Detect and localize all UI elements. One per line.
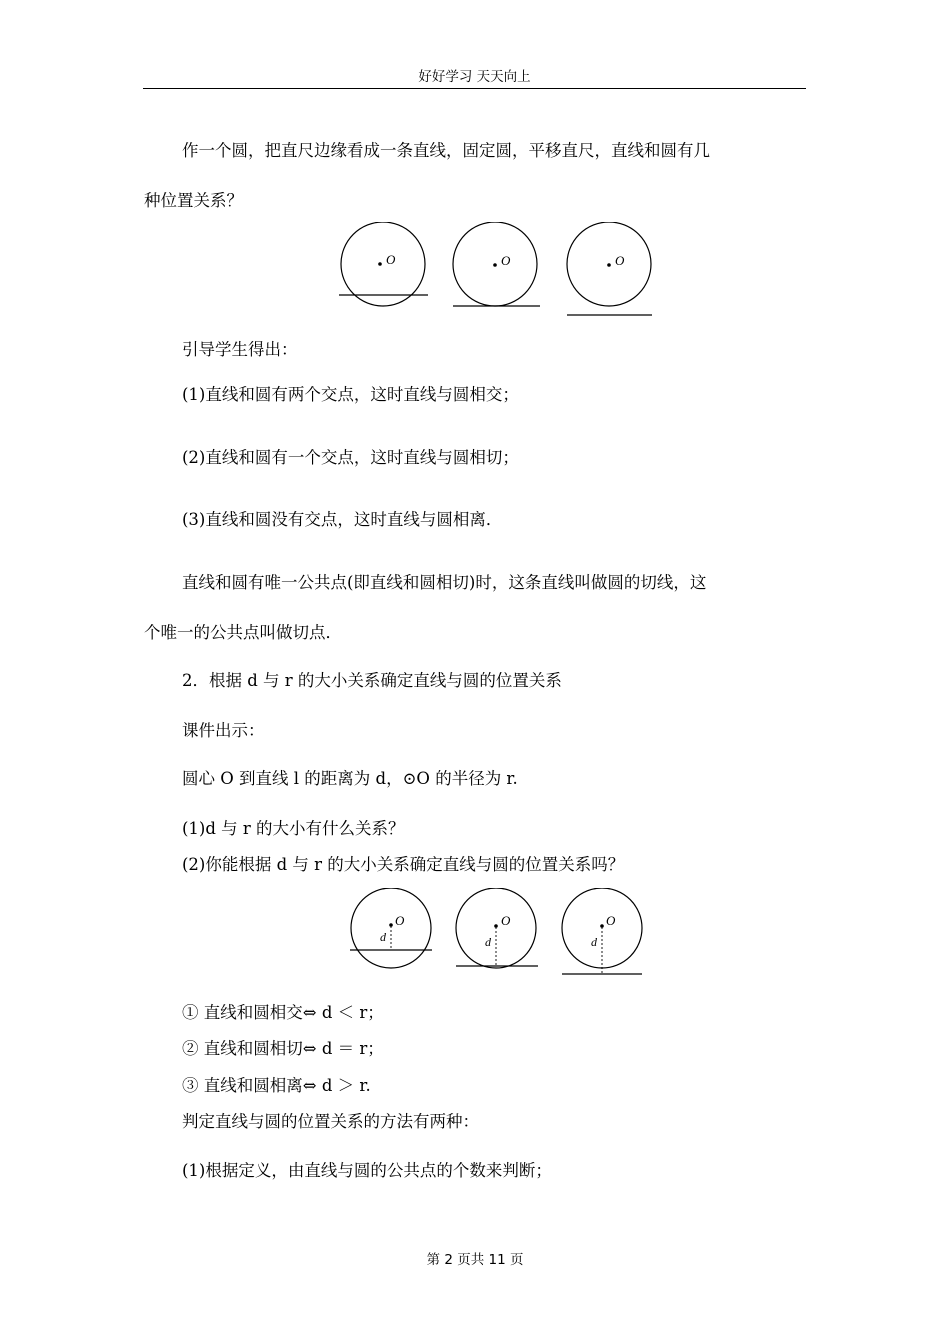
center-label: O <box>501 913 511 928</box>
paragraph-courseware: 课件出示： <box>182 721 265 740</box>
page-footer: 第 2 页共 11 页 <box>426 1252 524 1268</box>
center-label: O <box>615 253 625 268</box>
relation-intersect: ① 直线和圆相交⇔ d ＜ r； <box>182 1003 384 1022</box>
relation-tangent: ② 直线和圆相切⇔ d ＝ r； <box>182 1039 384 1058</box>
paragraph-definition: 圆心 O 到直线 l 的距离为 d，⊙O 的半径为 r. <box>182 769 518 788</box>
paragraph-intro-line2: 种位置关系？ <box>144 191 243 210</box>
center-label: O <box>606 913 616 928</box>
circle-d-greater-r <box>562 888 642 974</box>
center-label: O <box>386 252 396 267</box>
paragraph-case-1: (1)直线和圆有两个交点，这时直线与圆相交； <box>182 385 519 404</box>
question-1: (1)d 与 r 的大小有什么关系？ <box>182 819 405 838</box>
center-label: O <box>395 913 405 928</box>
circle-intersecting <box>339 222 428 306</box>
paragraph-tangent-def-line2: 个唯一的公共点叫做切点． <box>144 623 342 642</box>
paragraph-guide: 引导学生得出： <box>182 340 298 359</box>
figure-circle-line-positions <box>330 222 660 322</box>
paragraph-tangent-def-line1: 直线和圆有唯一公共点(即直线和圆相切)时，这条直线叫做圆的切线，这 <box>182 573 707 592</box>
method-1: (1)根据定义，由直线与圆的公共点的个数来判断； <box>182 1161 552 1180</box>
paragraph-methods: 判定直线与圆的位置关系的方法有两种： <box>182 1112 479 1131</box>
center-label: O <box>501 253 511 268</box>
relation-separate: ③ 直线和圆相离⇔ d ＞ r. <box>182 1076 371 1095</box>
distance-label: d <box>591 935 597 949</box>
paragraph-case-3: (3)直线和圆没有交点，这时直线与圆相离． <box>182 510 503 529</box>
paragraph-case-2: (2)直线和圆有一个交点，这时直线与圆相切； <box>182 448 519 467</box>
circle-d-less-r <box>350 888 432 968</box>
distance-label: d <box>380 930 386 944</box>
page-header: 好好学习 天天向上 <box>143 66 806 89</box>
circle-d-equal-r <box>456 888 538 968</box>
section-heading-2: 2．根据 d 与 r 的大小关系确定直线与圆的位置关系 <box>182 671 562 690</box>
circle-tangent <box>453 222 540 306</box>
distance-label: d <box>485 935 491 949</box>
paragraph-intro-line1: 作一个圆，把直尺边缘看成一条直线，固定圆，平移直尺，直线和圆有几 <box>182 141 710 160</box>
question-2: (2)你能根据 d 与 r 的大小关系确定直线与圆的位置关系吗？ <box>182 855 625 874</box>
circle-separate <box>567 222 652 315</box>
figure-distance-d <box>345 888 650 980</box>
